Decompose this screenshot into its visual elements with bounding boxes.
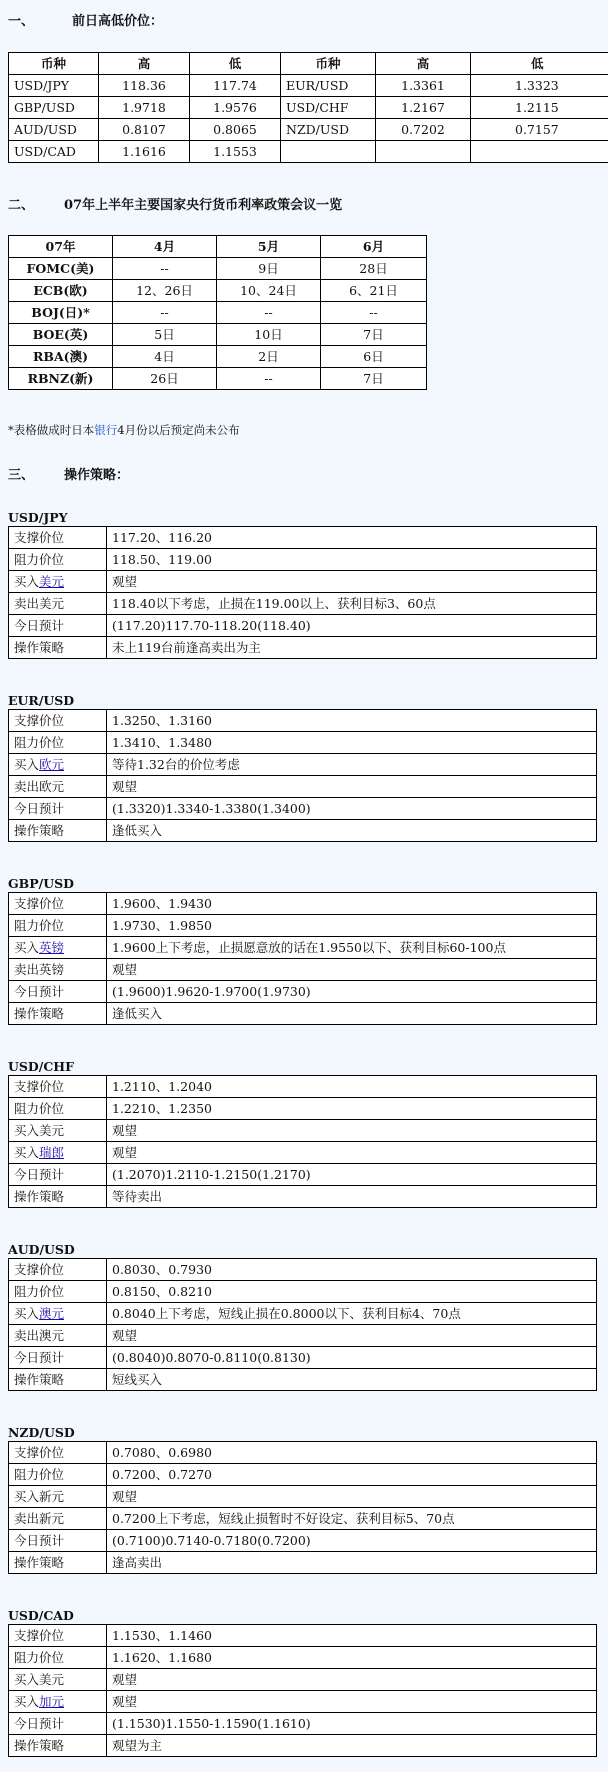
currency-link[interactable]: 欧元 bbox=[39, 756, 65, 772]
strategy-value-cell: 观望 bbox=[107, 1142, 597, 1164]
strategy-value-cell: 0.7080、0.6980 bbox=[107, 1442, 597, 1464]
table-row bbox=[9, 302, 427, 324]
strategy-table bbox=[8, 526, 597, 659]
strategy-label-prefix: 买入 bbox=[14, 1693, 40, 1709]
strategy-value-cell: 1.2110、1.2040 bbox=[107, 1076, 597, 1098]
strategy-row bbox=[9, 1186, 597, 1208]
strategy-value-cell: 1.2210、1.2350 bbox=[107, 1098, 597, 1120]
strategy-row bbox=[9, 1076, 597, 1098]
table-cell: -- bbox=[321, 302, 427, 324]
strategy-value-cell: 1.1620、1.1680 bbox=[107, 1647, 597, 1669]
table-cell: USD/JPY bbox=[9, 75, 99, 97]
strategy-label-cell: 操作策略 bbox=[9, 1186, 107, 1208]
strategy-value-cell: 观望 bbox=[107, 959, 597, 981]
strategy-value-cell: 观望 bbox=[107, 1120, 597, 1142]
table-cell: USD/CAD bbox=[9, 141, 99, 163]
strategy-row bbox=[9, 1369, 597, 1391]
table-cell: EUR/USD bbox=[281, 75, 376, 97]
table-cell: ECB(欧) bbox=[9, 280, 113, 302]
central-bank-header-row bbox=[9, 236, 427, 258]
table-cell: 7日 bbox=[321, 324, 427, 346]
strategy-label-prefix: 买入 bbox=[14, 756, 40, 772]
currency-link[interactable]: 瑞郎 bbox=[39, 1144, 65, 1160]
strategy-row bbox=[9, 1735, 597, 1757]
strategy-table bbox=[8, 1624, 597, 1757]
strategy-label-cell bbox=[9, 754, 107, 776]
table-cell: GBP/USD bbox=[9, 97, 99, 119]
strategy-row bbox=[9, 1098, 597, 1120]
table-cell: 0.7202 bbox=[376, 119, 471, 141]
strategy-row bbox=[9, 710, 597, 732]
strategy-label-cell: 支撑价位 bbox=[9, 527, 107, 549]
table-cell: 117.74 bbox=[190, 75, 281, 97]
strategy-label-cell bbox=[9, 937, 107, 959]
strategy-label-cell: 支撑价位 bbox=[9, 1076, 107, 1098]
strategy-row bbox=[9, 1142, 597, 1164]
strategy-pair-title: EUR/USD bbox=[8, 693, 75, 708]
strategy-value-cell: 观望 bbox=[107, 1325, 597, 1347]
currency-link[interactable]: 澳元 bbox=[39, 1305, 65, 1321]
strategy-pair-title: GBP/USD bbox=[8, 876, 74, 891]
strategy-value-cell: (0.8040)0.8070-0.8110(0.8130) bbox=[107, 1347, 597, 1369]
table-row bbox=[9, 368, 427, 390]
strategy-label-cell: 卖出欧元 bbox=[9, 776, 107, 798]
strategy-label-cell: 卖出美元 bbox=[9, 593, 107, 615]
strategy-label-cell bbox=[9, 1691, 107, 1713]
strategy-label-cell: 操作策略 bbox=[9, 1552, 107, 1574]
table-cell: NZD/USD bbox=[281, 119, 376, 141]
table-cell: 26日 bbox=[113, 368, 217, 390]
table-cell: 1.9576 bbox=[190, 97, 281, 119]
table-cell: -- bbox=[217, 302, 321, 324]
table-cell: RBNZ(新) bbox=[9, 368, 113, 390]
strategy-row bbox=[9, 1552, 597, 1574]
strategy-table bbox=[8, 1258, 597, 1391]
strategy-row bbox=[9, 1713, 597, 1735]
table-row bbox=[9, 324, 427, 346]
strategy-label-cell: 操作策略 bbox=[9, 1369, 107, 1391]
strategy-label-cell: 阻力价位 bbox=[9, 915, 107, 937]
table-row bbox=[9, 97, 608, 119]
strategy-label-cell: 阻力价位 bbox=[9, 732, 107, 754]
strategy-value-cell: 观望为主 bbox=[107, 1735, 597, 1757]
table-cell bbox=[471, 141, 608, 163]
table-cell: 2日 bbox=[217, 346, 321, 368]
strategy-label-cell: 阻力价位 bbox=[9, 1464, 107, 1486]
central-bank-table bbox=[8, 235, 427, 390]
strategy-row bbox=[9, 1164, 597, 1186]
strategy-row bbox=[9, 1647, 597, 1669]
strategy-label-cell: 今日预计 bbox=[9, 1164, 107, 1186]
table-cell: 1.3361 bbox=[376, 75, 471, 97]
strategy-row bbox=[9, 820, 597, 842]
currency-link[interactable]: 美元 bbox=[39, 573, 65, 589]
strategy-value-cell: (1.3320)1.3340-1.3380(1.3400) bbox=[107, 798, 597, 820]
strategy-value-cell: 观望 bbox=[107, 1691, 597, 1713]
table-cell: -- bbox=[217, 368, 321, 390]
table-cell: 118.36 bbox=[99, 75, 190, 97]
strategy-pair-title: USD/CHF bbox=[8, 1059, 74, 1074]
section-2-title: 07年上半年主要国家央行货币利率政策会议一览 bbox=[64, 198, 343, 213]
table-cell: BOE(英) bbox=[9, 324, 113, 346]
strategy-value-cell: 1.9600、1.9430 bbox=[107, 893, 597, 915]
header-cell: 低 bbox=[190, 53, 281, 75]
strategy-row bbox=[9, 1508, 597, 1530]
strategy-row bbox=[9, 937, 597, 959]
strategy-value-cell: (0.7100)0.7140-0.7180(0.7200) bbox=[107, 1530, 597, 1552]
table-row bbox=[9, 346, 427, 368]
strategy-label-cell: 操作策略 bbox=[9, 820, 107, 842]
table-row bbox=[9, 141, 608, 163]
strategy-value-cell: 1.3250、1.3160 bbox=[107, 710, 597, 732]
strategy-label-cell: 操作策略 bbox=[9, 1735, 107, 1757]
strategy-value-cell: (1.2070)1.2110-1.2150(1.2170) bbox=[107, 1164, 597, 1186]
table-cell: 1.3323 bbox=[471, 75, 608, 97]
strategy-row bbox=[9, 754, 597, 776]
strategy-row bbox=[9, 615, 597, 637]
table-cell: FOMC(美) bbox=[9, 258, 113, 280]
strategy-row bbox=[9, 549, 597, 571]
strategy-value-cell: 观望 bbox=[107, 776, 597, 798]
table-cell: 10、24日 bbox=[217, 280, 321, 302]
strategy-label-cell: 今日预计 bbox=[9, 1530, 107, 1552]
table-cell: 10日 bbox=[217, 324, 321, 346]
table-cell: BOJ(日)* bbox=[9, 302, 113, 324]
table-row bbox=[9, 75, 608, 97]
strategy-row bbox=[9, 1259, 597, 1281]
header-cell: 币种 bbox=[9, 53, 99, 75]
strategy-value-cell: 1.3410、1.3480 bbox=[107, 732, 597, 754]
strategy-value-cell: 短线买入 bbox=[107, 1369, 597, 1391]
strategy-label-cell bbox=[9, 1303, 107, 1325]
strategy-label-cell: 支撑价位 bbox=[9, 893, 107, 915]
strategy-value-cell: 1.9730、1.9850 bbox=[107, 915, 597, 937]
table-row bbox=[9, 119, 608, 141]
strategy-row bbox=[9, 981, 597, 1003]
currency-link[interactable]: 英镑 bbox=[39, 939, 65, 955]
strategy-label-cell: 阻力价位 bbox=[9, 1281, 107, 1303]
strategy-label-cell bbox=[9, 571, 107, 593]
strategy-value-cell: 0.7200、0.7270 bbox=[107, 1464, 597, 1486]
strategy-value-cell: 观望 bbox=[107, 1669, 597, 1691]
strategy-value-cell: 118.40以下考虑，止损在119.00以上、获利目标3、60点 bbox=[107, 593, 597, 615]
strategy-label-cell: 今日预计 bbox=[9, 1347, 107, 1369]
section-1-number: 一、 bbox=[8, 14, 35, 29]
strategy-table bbox=[8, 1441, 597, 1574]
strategy-row bbox=[9, 915, 597, 937]
strategy-pair-title: NZD/USD bbox=[8, 1425, 75, 1440]
header-cell: 低 bbox=[471, 53, 608, 75]
high-low-table bbox=[8, 52, 608, 163]
table-cell: 1.9718 bbox=[99, 97, 190, 119]
strategy-value-cell: 观望 bbox=[107, 1486, 597, 1508]
strategy-row bbox=[9, 1347, 597, 1369]
strategy-row bbox=[9, 1325, 597, 1347]
strategy-label-cell: 阻力价位 bbox=[9, 549, 107, 571]
footnote bbox=[8, 422, 240, 438]
strategy-value-cell: 1.1530、1.1460 bbox=[107, 1625, 597, 1647]
strategy-row bbox=[9, 1625, 597, 1647]
strategy-row bbox=[9, 1303, 597, 1325]
strategy-label-cell: 支撑价位 bbox=[9, 1625, 107, 1647]
strategy-row bbox=[9, 959, 597, 981]
section-2-number: 二、 bbox=[8, 198, 35, 213]
strategy-label-cell: 今日预计 bbox=[9, 1713, 107, 1735]
strategy-value-cell: 118.50、119.00 bbox=[107, 549, 597, 571]
section-3-title: 操作策略： bbox=[64, 468, 130, 483]
strategy-label-cell: 买入美元 bbox=[9, 1669, 107, 1691]
strategy-value-cell: 等待1.32台的价位考虑 bbox=[107, 754, 597, 776]
strategy-row bbox=[9, 1486, 597, 1508]
strategy-label-cell: 支撑价位 bbox=[9, 1442, 107, 1464]
table-cell: 1.1553 bbox=[190, 141, 281, 163]
strategy-row bbox=[9, 798, 597, 820]
table-cell: -- bbox=[113, 258, 217, 280]
strategy-row bbox=[9, 1281, 597, 1303]
strategy-row bbox=[9, 776, 597, 798]
strategy-value-cell: 未上119台前逢高卖出为主 bbox=[107, 637, 597, 659]
strategy-row bbox=[9, 1691, 597, 1713]
strategy-value-cell: (1.1530)1.1550-1.1590(1.1610) bbox=[107, 1713, 597, 1735]
strategy-label-cell: 阻力价位 bbox=[9, 1647, 107, 1669]
table-cell: 1.1616 bbox=[99, 141, 190, 163]
strategy-value-cell: 1.9600上下考虑，止损愿意放的话在1.9550以下、获利目标60-100点 bbox=[107, 937, 597, 959]
strategy-label-cell: 今日预计 bbox=[9, 615, 107, 637]
header-cell: 4月 bbox=[113, 236, 217, 258]
strategy-label-prefix: 买入 bbox=[14, 939, 40, 955]
high-low-header-row bbox=[9, 53, 608, 75]
table-cell: 9日 bbox=[217, 258, 321, 280]
section-3-number: 三、 bbox=[8, 468, 35, 483]
strategy-label-cell: 今日预计 bbox=[9, 798, 107, 820]
table-cell: 5日 bbox=[113, 324, 217, 346]
strategy-value-cell: 0.8150、0.8210 bbox=[107, 1281, 597, 1303]
table-cell: RBA(澳) bbox=[9, 346, 113, 368]
strategy-label-cell: 买入新元 bbox=[9, 1486, 107, 1508]
table-cell: 4日 bbox=[113, 346, 217, 368]
strategy-value-cell: 观望 bbox=[107, 571, 597, 593]
strategy-row bbox=[9, 637, 597, 659]
strategy-label-cell: 卖出英镑 bbox=[9, 959, 107, 981]
strategy-pair-title: USD/JPY bbox=[8, 510, 68, 525]
strategy-label-cell: 卖出澳元 bbox=[9, 1325, 107, 1347]
strategy-label-cell: 操作策略 bbox=[9, 1003, 107, 1025]
strategy-pair-title: AUD/USD bbox=[8, 1242, 75, 1257]
strategy-pair-title: USD/CAD bbox=[8, 1608, 74, 1623]
table-cell: 1.2167 bbox=[376, 97, 471, 119]
strategy-row bbox=[9, 1120, 597, 1142]
currency-link[interactable]: 加元 bbox=[39, 1693, 65, 1709]
strategy-value-cell: (1.9600)1.9620-1.9700(1.9730) bbox=[107, 981, 597, 1003]
strategy-row bbox=[9, 1530, 597, 1552]
strategy-value-cell: 0.8030、0.7930 bbox=[107, 1259, 597, 1281]
strategy-label-cell: 卖出新元 bbox=[9, 1508, 107, 1530]
strategy-label-cell: 支撑价位 bbox=[9, 1259, 107, 1281]
strategy-row bbox=[9, 527, 597, 549]
strategy-value-cell: 0.7200上下考虑，短线止损暂时不好设定、获利目标5、70点 bbox=[107, 1508, 597, 1530]
strategy-row bbox=[9, 1003, 597, 1025]
strategy-row bbox=[9, 1464, 597, 1486]
strategy-label-prefix: 买入 bbox=[14, 1305, 40, 1321]
strategy-label-cell: 今日预计 bbox=[9, 981, 107, 1003]
header-cell: 高 bbox=[376, 53, 471, 75]
strategy-label-cell: 买入美元 bbox=[9, 1120, 107, 1142]
strategy-row bbox=[9, 1442, 597, 1464]
header-cell: 高 bbox=[99, 53, 190, 75]
table-cell bbox=[376, 141, 471, 163]
strategy-value-cell: 逢低买入 bbox=[107, 1003, 597, 1025]
table-cell: -- bbox=[113, 302, 217, 324]
strategy-label-cell bbox=[9, 1142, 107, 1164]
strategy-table bbox=[8, 1075, 597, 1208]
footnote-prefix: *表格做成时日本 bbox=[8, 423, 95, 437]
table-cell bbox=[281, 141, 376, 163]
table-cell: 0.8107 bbox=[99, 119, 190, 141]
table-cell: 0.7157 bbox=[471, 119, 608, 141]
header-cell: 6月 bbox=[321, 236, 427, 258]
table-cell: 6日 bbox=[321, 346, 427, 368]
table-cell: USD/CHF bbox=[281, 97, 376, 119]
strategy-row bbox=[9, 571, 597, 593]
header-cell: 07年 bbox=[9, 236, 113, 258]
strategy-table bbox=[8, 892, 597, 1025]
strategy-row bbox=[9, 893, 597, 915]
table-row bbox=[9, 280, 427, 302]
strategy-value-cell: 0.8040上下考虑，短线止损在0.8000以下、获利目标4、70点 bbox=[107, 1303, 597, 1325]
strategy-label-prefix: 买入 bbox=[14, 1144, 40, 1160]
strategy-value-cell: 等待卖出 bbox=[107, 1186, 597, 1208]
strategy-value-cell: 逢高卖出 bbox=[107, 1552, 597, 1574]
strategy-label-cell: 阻力价位 bbox=[9, 1098, 107, 1120]
strategy-value-cell: 117.20、116.20 bbox=[107, 527, 597, 549]
strategy-value-cell: 逢低买入 bbox=[107, 820, 597, 842]
footnote-suffix: 4月份以后预定尚未公布 bbox=[117, 423, 240, 437]
strategy-value-cell: (117.20)117.70-118.20(118.40) bbox=[107, 615, 597, 637]
strategy-row bbox=[9, 732, 597, 754]
header-cell: 5月 bbox=[217, 236, 321, 258]
strategy-row bbox=[9, 593, 597, 615]
strategy-label-prefix: 买入 bbox=[14, 573, 40, 589]
footnote-link[interactable]: 银行 bbox=[94, 423, 118, 437]
strategy-label-cell: 支撑价位 bbox=[9, 710, 107, 732]
header-cell: 币种 bbox=[281, 53, 376, 75]
table-cell: 28日 bbox=[321, 258, 427, 280]
table-cell: 12、26日 bbox=[113, 280, 217, 302]
table-cell: 7日 bbox=[321, 368, 427, 390]
table-cell: 0.8065 bbox=[190, 119, 281, 141]
section-1-title: 前日高低价位： bbox=[72, 14, 164, 29]
table-cell: 1.2115 bbox=[471, 97, 608, 119]
strategy-label-cell: 操作策略 bbox=[9, 637, 107, 659]
strategy-row bbox=[9, 1669, 597, 1691]
strategy-table bbox=[8, 709, 597, 842]
table-row bbox=[9, 258, 427, 280]
table-cell: 6、21日 bbox=[321, 280, 427, 302]
table-cell: AUD/USD bbox=[9, 119, 99, 141]
